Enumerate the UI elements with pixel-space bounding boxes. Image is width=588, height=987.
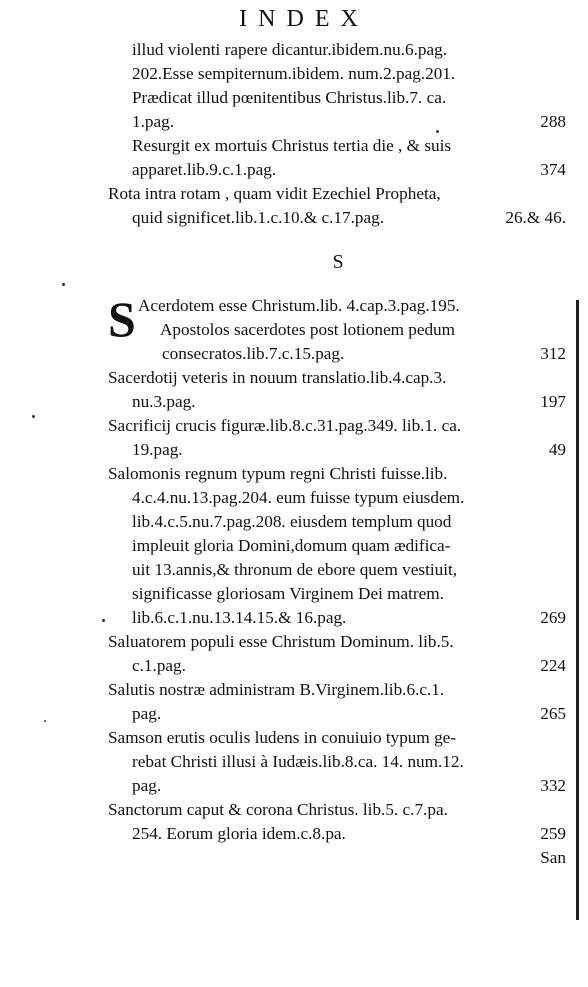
ink-speck [436, 130, 439, 133]
index-line [108, 182, 566, 206]
entry-text: consecratos.lib.7.c.15.pag. [162, 344, 345, 363]
entry-text: Prædicat illud pœnitentibus Christus.lib.7. ca. [132, 88, 447, 107]
entry-text: Acerdotem esse Christum.lib. 4.cap.3.pag.195. [138, 296, 460, 315]
index-line [108, 390, 566, 414]
entry-text: Saluatorem populi esse Christum Dominum. lib.5. [108, 632, 454, 651]
entry-text: 202.Esse sempiternum.ibidem. num.2.pag.201. [132, 64, 456, 83]
entry-text: c.1.pag. [132, 656, 186, 675]
entry-text: quid significet.lib.1.c.10.& c.17.pag. [132, 208, 385, 227]
ink-speck [62, 283, 65, 286]
entry-text: lib.4.c.5.nu.7.pag.208. eiusdem templum quod [132, 512, 452, 531]
page-number: 26.& 46. [505, 208, 566, 227]
index-line [108, 110, 566, 134]
index-line [108, 750, 566, 774]
entry-text: pag. [132, 776, 162, 795]
index-line [138, 318, 566, 342]
drop-cap: S [108, 291, 136, 347]
page-number: 288 [540, 112, 566, 131]
entry-text: lib.6.c.1.nu.13.14.15.& 16.pag. [132, 608, 347, 627]
entry-text: 254. Eorum gloria idem.c.8.pa. [132, 824, 346, 843]
index-line [108, 366, 566, 390]
page-number: 259 [540, 824, 566, 843]
index-line [108, 558, 566, 582]
index-line [108, 606, 566, 630]
entry-text: Sanctorum caput & corona Christus. lib.5. c.7.pa. [108, 800, 448, 819]
page-number: 332 [540, 776, 566, 795]
entry-text: rebat Christi illusi à Iudæis.lib.8.ca. 14. num.12. [132, 752, 464, 771]
margin-rule [576, 300, 579, 920]
page-number: 374 [540, 160, 566, 179]
index-text [108, 38, 566, 870]
entry-text: apparet.lib.9.c.1.pag. [132, 160, 277, 179]
index-line [108, 438, 566, 462]
index-line [108, 206, 566, 230]
index-line [108, 486, 566, 510]
catchword: San [540, 848, 566, 867]
index-line [108, 702, 566, 726]
page-number: 265 [540, 704, 566, 723]
page-number: 49 [548, 440, 566, 459]
index-line [108, 158, 566, 182]
entry-text: 1.pag. [132, 112, 175, 131]
entry-text: 19.pag. [132, 440, 183, 459]
page-number: 224 [540, 656, 566, 675]
index-line [108, 678, 566, 702]
entry-text: Apostolos sacerdotes post lotionem pedum [160, 320, 456, 339]
catchword-line [108, 846, 566, 870]
entry-text: Rota intra rotam , quam vidit Ezechiel Propheta, [108, 184, 441, 203]
entry-text: pag. [132, 704, 162, 723]
entry-sacerdotem [108, 291, 566, 366]
ink-speck [44, 720, 46, 722]
index-line [108, 822, 566, 846]
entry-text: Salutis nostræ administram B.Virginem.lib.6.c.1. [108, 680, 445, 699]
page-header: INDEX [239, 6, 369, 32]
section-letter-heading: S [332, 251, 344, 273]
entry-text: Salomonis regnum typum regni Christi fuisse.lib. [108, 464, 448, 483]
index-line [108, 86, 566, 110]
index-line [108, 134, 566, 158]
index-line [108, 62, 566, 86]
entry-text: uit 13.annis,& thronum de ebore quem vestiuit, [132, 560, 458, 579]
entries-letter-s [108, 366, 566, 846]
index-line [108, 534, 566, 558]
entry-text: 4.c.4.nu.13.pag.204. eum fuisse typum eiusdem. [132, 488, 465, 507]
entry-text: Samson erutis oculis ludens in conuiuio typum ge- [108, 728, 457, 747]
index-line [108, 654, 566, 678]
index-line [108, 582, 566, 606]
page-number: 197 [540, 392, 566, 411]
index-line [108, 462, 566, 486]
index-line [108, 798, 566, 822]
entry-text: Resurgit ex mortuis Christus tertia die , & suis [132, 136, 452, 155]
ink-speck [102, 619, 105, 622]
index-line [108, 342, 566, 366]
page-number: 269 [540, 608, 566, 627]
entry-text: Sacrificij crucis figuræ.lib.8.c.31.pag.349. lib.1. ca. [108, 416, 462, 435]
index-line [108, 38, 566, 62]
entry-text: nu.3.pag. [132, 392, 196, 411]
ink-speck [32, 415, 35, 418]
entry-text: Sacerdotij veteris in nouum translatio.lib.4.cap.3. [108, 368, 447, 387]
entry-text: illud violenti rapere dicantur.ibidem.nu.6.pag. [132, 40, 448, 59]
index-line [108, 630, 566, 654]
index-line [108, 774, 566, 798]
entries-letter-r [108, 38, 566, 230]
index-line [138, 294, 566, 318]
index-line [108, 726, 566, 750]
entry-text: significasse gloriosam Virginem Dei matrem. [132, 584, 444, 603]
index-line [108, 510, 566, 534]
page-number: 312 [540, 344, 566, 363]
entry-sacerdotem-lines [138, 294, 566, 366]
index-line [108, 414, 566, 438]
entry-text: impleuit gloria Domini,domum quam ædifica- [132, 536, 451, 555]
